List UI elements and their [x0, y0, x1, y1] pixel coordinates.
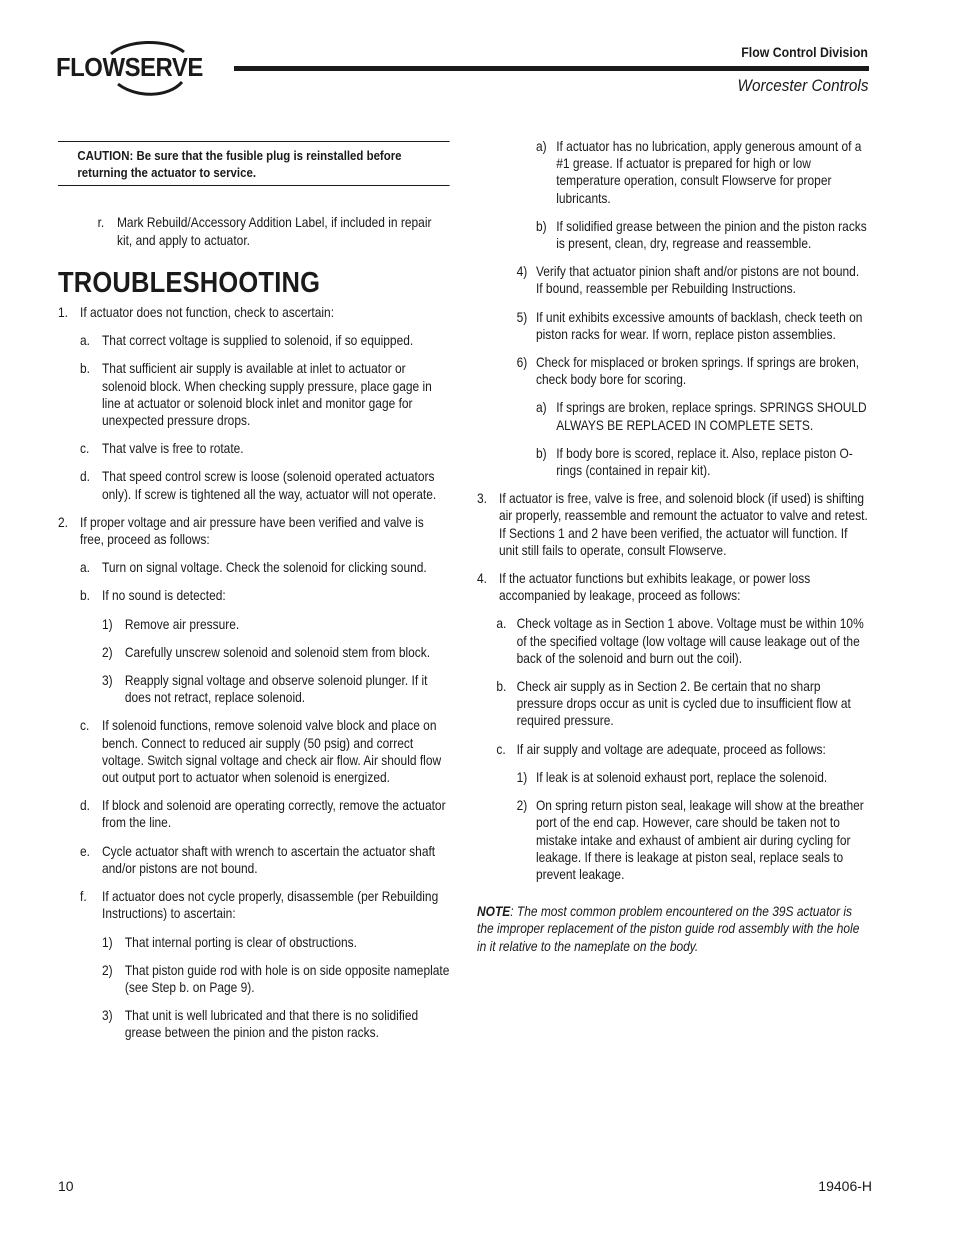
item-marker: c.	[496, 741, 506, 757]
item-marker: d.	[80, 798, 90, 814]
item-text: If actuator does not function, check to ascertain:	[80, 305, 335, 321]
flowserve-logo	[56, 38, 216, 100]
item-marker: 1)	[102, 616, 113, 632]
item-text: If unit exhibits excessive amounts of backlash, check teeth on piston racks for wear. If worn, replace piston assemblies.	[535, 309, 863, 342]
list-item	[58, 468, 450, 502]
list-item	[58, 587, 450, 604]
list-item	[58, 717, 450, 786]
list-item	[58, 616, 450, 633]
item-text: Check voltage as in Section 1 above. Voltage must be within 10% of the specified voltage (low voltage will cause leakage out of the back of the solenoid and burn out the coil).	[516, 616, 864, 666]
item-marker: 2)	[102, 962, 113, 978]
item-marker: 4.	[477, 571, 487, 587]
item-text: Cycle actuator shaft with wrench to ascertain the actuator shaft and/or pistons are not bound.	[102, 843, 436, 876]
item-text: That sufficient air supply is available at inlet to actuator or solenoid block. When checking supply pressure, place gage in line at actuator or solenoid block inlet and monitor gage for unexpected pressure drops.	[102, 361, 432, 429]
list-item	[58, 934, 450, 951]
list-item	[58, 888, 450, 922]
item-marker: r.	[97, 215, 105, 231]
list-item	[58, 514, 450, 548]
list-item	[477, 138, 869, 207]
left-column	[58, 141, 450, 1053]
item-text: If actuator has no lubrication, apply generous amount of a #1 grease. If actuator is prepared for high or low temperature operation, consult Flowserve for proper lubricants.	[556, 139, 862, 206]
item-text: That piston guide rod with hole is on side opposite nameplate (see Step b. on Page 9).	[124, 962, 450, 995]
list-item	[477, 490, 869, 559]
caution-box: CAUTION: Be sure that the fusible plug is reinstalled before returning the actuator to service.	[58, 141, 450, 186]
note-text: : The most common problem encountered on the 39S actuator is the improper replacement of the piston guide rod assembly with the hole in it relative to the nameplate on the body.	[477, 904, 860, 954]
item-text: Turn on signal voltage. Check the solenoid for clicking sound.	[102, 560, 427, 576]
item-marker: b.	[80, 361, 90, 377]
item-text: If body bore is scored, replace it. Also, replace piston O-rings (contained in repair kit).	[556, 445, 853, 479]
item-text: If solidified grease between the pinion and the piston racks is present, clean, dry, regrease and reassemble.	[556, 218, 867, 252]
item-text: Check for misplaced or broken springs. If springs are broken, check body bore for scoring.	[535, 355, 860, 388]
list-item	[477, 263, 869, 297]
item-text: If leak is at solenoid exhaust port, replace the solenoid.	[535, 769, 828, 785]
right-column	[477, 138, 869, 955]
item-marker: 2.	[58, 514, 68, 530]
item-text: That valve is free to rotate.	[102, 441, 244, 457]
item-marker: 3)	[102, 673, 113, 689]
item-marker: 1.	[58, 305, 68, 321]
logo-wordmark: FLOWSERVE	[56, 52, 203, 82]
list-item	[477, 570, 869, 604]
list-item	[58, 962, 450, 996]
item-marker: 2)	[516, 798, 528, 814]
item-text: That unit is well lubricated and that there is no solidified grease between the pinion and the piston racks.	[124, 1008, 419, 1041]
header-rule	[234, 66, 869, 71]
step-r	[58, 214, 450, 248]
item-marker: b)	[535, 445, 547, 461]
list-item	[477, 445, 869, 479]
item-text: Remove air pressure.	[124, 616, 240, 632]
item-text: If air supply and voltage are adequate, proceed as follows:	[516, 741, 826, 757]
item-text: That correct voltage is supplied to solenoid, if so equipped.	[102, 333, 414, 349]
item-marker: 3)	[102, 1008, 113, 1024]
item-text: If actuator does not cycle properly, disassemble (per Rebuilding Instructions) to ascertain:	[102, 889, 439, 922]
list-item	[477, 218, 869, 252]
item-marker: 4)	[516, 264, 528, 280]
list-item	[477, 797, 869, 883]
item-marker: a.	[496, 616, 507, 632]
item-marker: 2)	[102, 644, 113, 660]
division-title: Flow Control Division	[741, 44, 868, 60]
item-marker: a)	[535, 139, 547, 154]
list-item	[58, 332, 450, 349]
item-text: If no sound is detected:	[102, 588, 226, 604]
item-marker: 1)	[102, 934, 113, 950]
item-marker: 1)	[516, 769, 528, 785]
item-text: If proper voltage and air pressure have been verified and valve is free, proceed as follows:	[80, 514, 424, 548]
document-number: 19406-H	[818, 1178, 872, 1194]
list-item	[477, 769, 869, 786]
list-item	[58, 672, 450, 706]
item-marker: f.	[80, 889, 87, 905]
item-text: Check air supply as in Section 2. Be certain that no sharp pressure drops occur as unit is cycled due to insufficient flow at required pressure.	[516, 679, 851, 729]
item-marker: c.	[80, 441, 90, 457]
section-heading: TROUBLESHOOTING	[58, 266, 321, 299]
item-text: That speed control screw is loose (solenoid operated actuators only). If screw is tightened all the way, actuator will not operate.	[102, 469, 437, 502]
item-marker: 6)	[516, 355, 528, 371]
list-item	[58, 843, 450, 877]
item-text: If the actuator functions but exhibits leakage, or power loss accompanied by leakage, proceed as follows:	[499, 571, 811, 604]
list-item	[58, 360, 450, 429]
list-item	[58, 440, 450, 457]
item-marker: 5)	[516, 309, 528, 325]
item-marker: e.	[80, 843, 90, 859]
item-text: If solenoid functions, remove solenoid valve block and place on bench. Connect to reduced air supply (50 psig) and correct voltage. Switch signal voltage and check air flow. Air should flow out output port to actuator when solenoid is energized.	[102, 718, 442, 786]
item-text: Mark Rebuild/Accessory Addition Label, if included in repair kit, and apply to actuator.	[116, 215, 432, 248]
list-item	[58, 559, 450, 576]
item-marker: c.	[80, 718, 90, 734]
item-text: If actuator is free, valve is free, and solenoid block (if used) is shifting air properly, reassemble and remount the actuator to valve and retest. If Sections 1 and 2 have been verified, the actuator will function. If unit still fails to operate, consult Flowserve.	[499, 491, 868, 558]
list-item	[477, 354, 869, 388]
item-text: On spring return piston seal, leakage will show at the breather port of the end cap. However, care should be taken not to mistake intake and exhaust of ambient air during cycling for leakage. If there is leakage at piston seal, replace seals to prevent leakage.	[535, 798, 864, 882]
item-text: Carefully unscrew solenoid and solenoid stem from block.	[124, 644, 431, 660]
page-number: 10	[58, 1178, 74, 1194]
note-label: NOTE	[477, 904, 511, 920]
list-item	[477, 615, 869, 667]
item-text: Verify that actuator pinion shaft and/or pistons are not bound. If bound, reassemble per Rebuilding Instructions.	[535, 264, 860, 297]
item-marker: b)	[535, 218, 547, 234]
list-item	[58, 304, 450, 321]
list-item	[58, 1007, 450, 1041]
item-marker: a.	[80, 560, 90, 576]
item-text: That internal porting is clear of obstructions.	[124, 934, 357, 950]
item-marker: 3.	[477, 491, 487, 507]
item-marker: b.	[80, 588, 90, 604]
item-marker: a.	[80, 333, 90, 349]
list-item	[477, 399, 869, 433]
note-paragraph	[477, 903, 869, 955]
list-item	[477, 741, 869, 758]
list-item	[58, 797, 450, 831]
subdivision-title: Worcester Controls	[737, 76, 868, 95]
list-item	[477, 678, 869, 730]
list-item	[477, 309, 869, 343]
item-marker: b.	[496, 679, 507, 695]
item-text: If springs are broken, replace springs. SPRINGS SHOULD ALWAYS BE REPLACED IN COMPLETE SETS.	[556, 400, 867, 433]
item-text: If block and solenoid are operating correctly, remove the actuator from the line.	[102, 798, 446, 831]
item-marker: d.	[80, 469, 90, 485]
item-text: Reapply signal voltage and observe solenoid plunger. If it does not retract, replace solenoid.	[124, 673, 428, 706]
list-item	[58, 644, 450, 661]
item-marker: a)	[535, 400, 547, 416]
